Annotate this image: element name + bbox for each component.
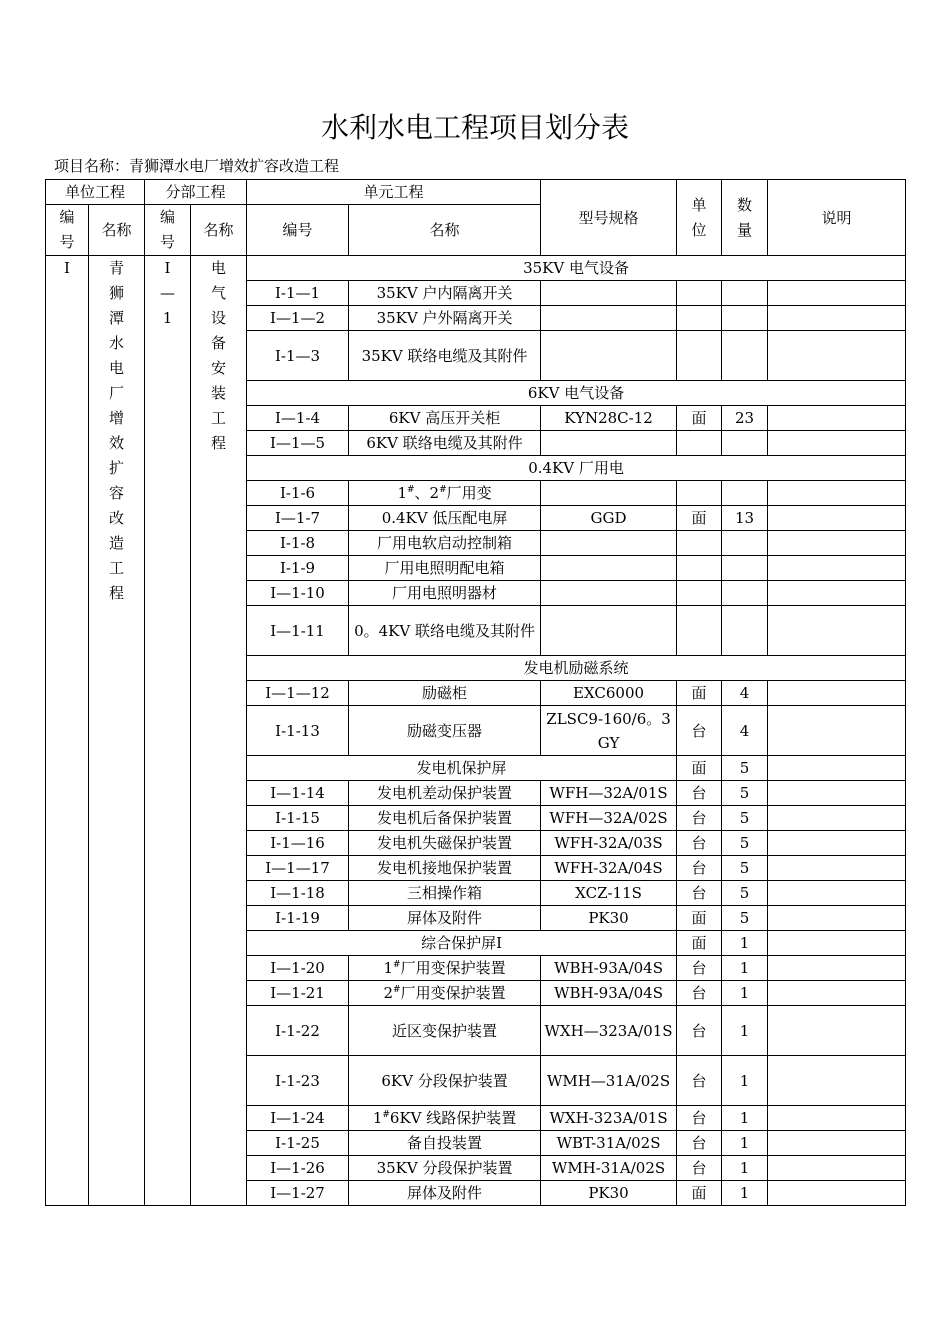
model-spec [541,481,677,506]
element-code: I-1-8 [247,531,349,556]
element-name: 屏体及附件 [349,906,541,931]
remark-cell [768,706,906,756]
model-spec: PK30 [541,906,677,931]
header-unit-code: 编号 [46,205,89,256]
quantity-cell: 1 [722,1056,768,1106]
model-spec: WMH-31A/02S [541,1156,677,1181]
quantity-cell [722,531,768,556]
unit-cell: 台 [677,1131,722,1156]
header-unit: 单位 [677,180,722,256]
model-spec [541,581,677,606]
quantity-cell: 23 [722,406,768,431]
element-code: I-1-15 [247,806,349,831]
remark-cell [768,881,906,906]
unit-cell [677,531,722,556]
remark-cell [768,1106,906,1131]
unit-cell [677,306,722,331]
remark-cell [768,581,906,606]
unit-cell: 面 [677,906,722,931]
unit-cell: 台 [677,781,722,806]
unit-cell: 面 [677,756,722,781]
element-code: I-1-23 [247,1056,349,1106]
remark-cell [768,1056,906,1106]
section-label: 35KV 电气设备 [247,256,906,281]
model-spec: EXC6000 [541,681,677,706]
model-spec: ZLSC9-160/6。3GY [541,706,677,756]
remark-cell [768,306,906,331]
element-name: 厂用电照明器材 [349,581,541,606]
quantity-cell: 5 [722,806,768,831]
group-label: 发电机保护屏 [247,756,677,781]
element-name: 1#厂用变保护装置 [349,956,541,981]
unit-cell: 面 [677,931,722,956]
element-code: I—1-26 [247,1156,349,1181]
element-code: I—1—17 [247,856,349,881]
unit-cell: 台 [677,1156,722,1181]
quantity-cell [722,481,768,506]
element-code: I—1-11 [247,606,349,656]
quantity-cell [722,581,768,606]
quantity-cell: 5 [722,756,768,781]
element-code: I—1-18 [247,881,349,906]
quantity-cell [722,331,768,381]
unit-cell: 台 [677,881,722,906]
remark-cell [768,906,906,931]
unit-cell: 台 [677,706,722,756]
model-spec: WFH-32A/04S [541,856,677,881]
element-name: 三相操作箱 [349,881,541,906]
quantity-cell: 1 [722,1181,768,1206]
model-spec [541,306,677,331]
group-label: 综合保护屏I [247,931,677,956]
element-code: I—1-10 [247,581,349,606]
unit-cell: 台 [677,956,722,981]
element-name: 发电机后备保护装置 [349,806,541,831]
model-spec: WMH—31A/02S [541,1056,677,1106]
remark-cell [768,1131,906,1156]
element-code: I—1-24 [247,1106,349,1131]
unit-cell: 面 [677,506,722,531]
element-name: 2#厂用变保护装置 [349,981,541,1006]
element-code: I—1-7 [247,506,349,531]
quantity-cell: 5 [722,781,768,806]
header-model-spec: 型号规格 [541,180,677,256]
quantity-cell: 1 [722,1131,768,1156]
element-code: I-1—16 [247,831,349,856]
unit-cell: 台 [677,1056,722,1106]
unit-project-name: 青狮潭水电厂增效扩容改造工程 [89,256,145,1206]
element-name: 厂用电照明配电箱 [349,556,541,581]
element-name: 6KV 联络电缆及其附件 [349,431,541,456]
header-quantity: 数量 [722,180,768,256]
remark-cell [768,931,906,956]
section-label: 6KV 电气设备 [247,381,906,406]
element-name: 35KV 联络电缆及其附件 [349,331,541,381]
model-spec: WFH—32A/02S [541,806,677,831]
element-name: 6KV 分段保护装置 [349,1056,541,1106]
unit-cell: 台 [677,856,722,881]
element-name: 励磁变压器 [349,706,541,756]
unit-cell [677,431,722,456]
unit-cell: 面 [677,1181,722,1206]
header-element-project: 单元工程 [247,180,541,205]
element-code: I—1-4 [247,406,349,431]
model-spec [541,431,677,456]
element-name: 备自投装置 [349,1131,541,1156]
remark-cell [768,1181,906,1206]
model-spec: WBT-31A/02S [541,1131,677,1156]
element-name: 35KV 户内隔离开关 [349,281,541,306]
element-name: 厂用电软启动控制箱 [349,531,541,556]
unit-cell: 台 [677,1106,722,1131]
remark-cell [768,506,906,531]
element-code: I-1-9 [247,556,349,581]
header-division-name: 名称 [191,205,247,256]
remark-cell [768,481,906,506]
remark-cell [768,831,906,856]
element-code: I-1—3 [247,331,349,381]
remark-cell [768,1006,906,1056]
header-division-code: 编号 [145,205,191,256]
header-unit-project: 单位工程 [46,180,145,205]
quantity-cell [722,606,768,656]
element-name: 0.4KV 低压配电屏 [349,506,541,531]
quantity-cell: 1 [722,1006,768,1056]
element-name: 35KV 分段保护装置 [349,1156,541,1181]
element-name: 1#6KV 线路保护装置 [349,1106,541,1131]
unit-project-code: I [46,256,89,1206]
project-name-line: 项目名称：青狮潭水电厂增效扩容改造工程 [54,157,340,175]
quantity-cell: 1 [722,931,768,956]
element-code: I-1-13 [247,706,349,756]
model-spec: KYN28C-12 [541,406,677,431]
unit-cell: 台 [677,806,722,831]
model-spec: WXH-323A/01S [541,1106,677,1131]
model-spec [541,281,677,306]
division-project-code: I—1 [145,256,191,1206]
quantity-cell: 1 [722,1156,768,1181]
section-label: 0.4KV 厂用电 [247,456,906,481]
unit-cell [677,556,722,581]
model-spec: WXH—323A/01S [541,1006,677,1056]
quantity-cell: 1 [722,956,768,981]
unit-cell: 面 [677,681,722,706]
remark-cell [768,856,906,881]
element-code: I-1—1 [247,281,349,306]
unit-cell [677,331,722,381]
element-code: I-1-22 [247,1006,349,1056]
header-element-code: 编号 [247,205,349,256]
element-code: I—1—12 [247,681,349,706]
element-code: I-1-25 [247,1131,349,1156]
remark-cell [768,681,906,706]
quantity-cell: 5 [722,831,768,856]
element-code: I-1-19 [247,906,349,931]
unit-cell: 台 [677,981,722,1006]
unit-cell: 面 [677,406,722,431]
table-section-row [46,256,906,281]
model-spec [541,606,677,656]
element-name: 屏体及附件 [349,1181,541,1206]
quantity-cell: 4 [722,681,768,706]
remark-cell [768,406,906,431]
model-spec: WFH-32A/03S [541,831,677,856]
division-project-name: 电气设备安装工程 [191,256,247,1206]
element-name: 近区变保护装置 [349,1006,541,1056]
header-remark: 说明 [768,180,906,256]
element-code: I-1-6 [247,481,349,506]
unit-cell [677,606,722,656]
remark-cell [768,981,906,1006]
element-code: I—1-21 [247,981,349,1006]
document-title: 水利水电工程项目划分表 [320,111,629,144]
model-spec [541,331,677,381]
unit-cell [677,481,722,506]
unit-cell: 台 [677,1006,722,1056]
header-element-name: 名称 [349,205,541,256]
quantity-cell: 4 [722,706,768,756]
remark-cell [768,1156,906,1181]
model-spec: WBH-93A/04S [541,981,677,1006]
project-division-table [45,179,906,1206]
model-spec: WFH—32A/01S [541,781,677,806]
model-spec: PK30 [541,1181,677,1206]
quantity-cell [722,281,768,306]
element-code: I—1—2 [247,306,349,331]
quantity-cell [722,431,768,456]
remark-cell [768,956,906,981]
remark-cell [768,781,906,806]
element-code: I—1-20 [247,956,349,981]
unit-cell [677,281,722,306]
remark-cell [768,531,906,556]
element-code: I—1-27 [247,1181,349,1206]
remark-cell [768,331,906,381]
quantity-cell [722,306,768,331]
quantity-cell: 5 [722,856,768,881]
unit-cell: 台 [677,831,722,856]
element-name: 35KV 户外隔离开关 [349,306,541,331]
element-name: 励磁柜 [349,681,541,706]
header-unit-name: 名称 [89,205,145,256]
remark-cell [768,281,906,306]
quantity-cell: 1 [722,981,768,1006]
element-name: 1#、2#厂用变 [349,481,541,506]
model-spec: WBH-93A/04S [541,956,677,981]
unit-cell [677,581,722,606]
remark-cell [768,556,906,581]
remark-cell [768,806,906,831]
element-name: 发电机差动保护装置 [349,781,541,806]
remark-cell [768,431,906,456]
remark-cell [768,756,906,781]
quantity-cell: 13 [722,506,768,531]
element-name: 发电机接地保护装置 [349,856,541,881]
element-name: 0。4KV 联络电缆及其附件 [349,606,541,656]
model-spec [541,531,677,556]
remark-cell [768,606,906,656]
element-code: I—1—5 [247,431,349,456]
element-name: 6KV 高压开关柜 [349,406,541,431]
model-spec [541,556,677,581]
element-name: 发电机失磁保护装置 [349,831,541,856]
header-division-project: 分部工程 [145,180,247,205]
model-spec: XCZ-11S [541,881,677,906]
model-spec: GGD [541,506,677,531]
quantity-cell: 1 [722,1106,768,1131]
quantity-cell: 5 [722,881,768,906]
element-code: I—1-14 [247,781,349,806]
quantity-cell [722,556,768,581]
quantity-cell: 5 [722,906,768,931]
section-label: 发电机励磁系统 [247,656,906,681]
